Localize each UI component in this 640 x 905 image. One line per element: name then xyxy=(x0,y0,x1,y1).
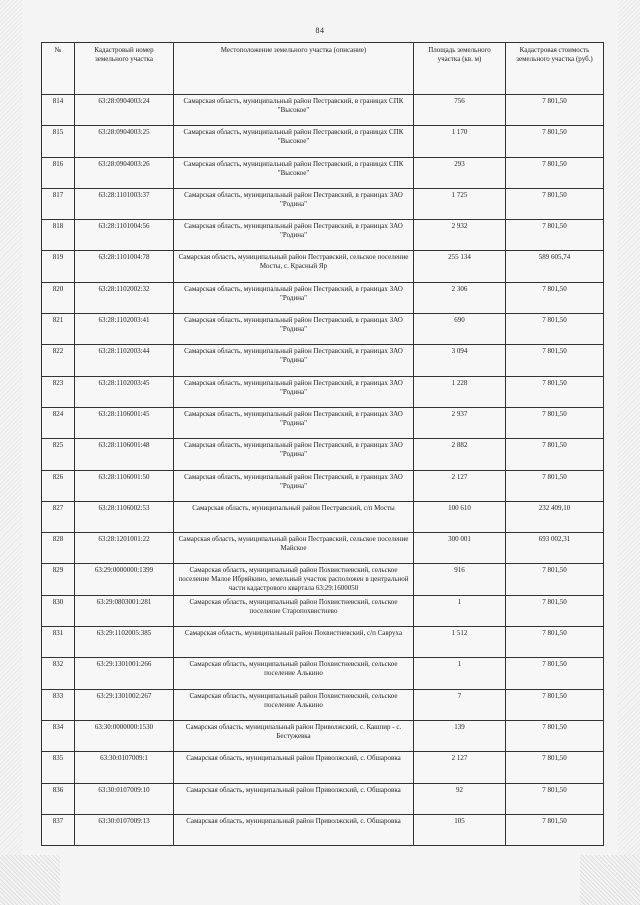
cell-area: 2 932 xyxy=(414,220,506,251)
cell-cadastral: 63:28:1102003:45 xyxy=(75,376,174,407)
cell-location: Самарская область, муниципальный район Приволжский, с. Обшаровка xyxy=(174,783,414,814)
cell-location: Самарская область, муниципальный район Пестравский, в границах ЗАО "Родина" xyxy=(174,220,414,251)
cell-cost: 589 605,74 xyxy=(506,251,604,282)
cell-cost: 7 801,50 xyxy=(506,720,604,751)
cell-cost: 7 801,50 xyxy=(506,689,604,720)
table-row xyxy=(42,533,604,564)
table-row xyxy=(42,220,604,251)
cell-cadastral: 63:29:1301001:266 xyxy=(75,658,174,689)
cell-area: 1 xyxy=(414,658,506,689)
cell-num: 828 xyxy=(42,533,75,564)
cell-num: 821 xyxy=(42,314,75,345)
cell-area: 293 xyxy=(414,157,506,188)
cell-cost: 7 801,50 xyxy=(506,407,604,438)
cell-area: 690 xyxy=(414,314,506,345)
cell-num: 815 xyxy=(42,126,75,157)
cell-num: 822 xyxy=(42,345,75,376)
cell-cost: 7 801,50 xyxy=(506,658,604,689)
cell-num: 829 xyxy=(42,564,75,595)
cadastral-table xyxy=(41,42,604,846)
cell-cadastral: 63:30:0107009:13 xyxy=(75,814,174,845)
cell-cost: 7 801,50 xyxy=(506,376,604,407)
cell-cost: 7 801,50 xyxy=(506,95,604,126)
cell-cost: 7 801,50 xyxy=(506,345,604,376)
cell-cost: 7 801,50 xyxy=(506,783,604,814)
header-cost: Кадастровая стоимость земельного участка (руб.) xyxy=(506,43,604,95)
cell-location: Самарская область, муниципальный район Похвистневский, сельское поселение Малое Ибряйкино, земельный участок расположен в центральной части кадастрового квартала 63:29:1600050 xyxy=(174,564,414,595)
cell-cadastral: 63:28:1106002:53 xyxy=(75,501,174,532)
table-row xyxy=(42,783,604,814)
table-row xyxy=(42,814,604,845)
cell-area: 300 001 xyxy=(414,533,506,564)
cell-area: 7 xyxy=(414,689,506,720)
table-row xyxy=(42,627,604,658)
table-row xyxy=(42,501,604,532)
table-row xyxy=(42,470,604,501)
cell-cadastral: 63:28:0904003:26 xyxy=(75,157,174,188)
cell-location: Самарская область, муниципальный район Пестравский, в границах ЗАО "Родина" xyxy=(174,376,414,407)
cell-location: Самарская область, муниципальный район Похвистневский, сельское поселение Алькино xyxy=(174,689,414,720)
cell-cadastral: 63:28:1101004:56 xyxy=(75,220,174,251)
cell-num: 827 xyxy=(42,501,75,532)
cell-cost: 7 801,50 xyxy=(506,595,604,626)
cell-location: Самарская область, муниципальный район Приволжский, с. Обшаровка xyxy=(174,814,414,845)
cell-cadastral: 63:29:1102005:385 xyxy=(75,627,174,658)
scan-corner-bottom-right xyxy=(580,855,640,905)
table-row xyxy=(42,720,604,751)
cell-location: Самарская область, муниципальный район Похвистневский, сельское поселение Старопохвистнево xyxy=(174,595,414,626)
cell-area: 1 512 xyxy=(414,627,506,658)
cell-cadastral: 63:29:0000000:1399 xyxy=(75,564,174,595)
cell-cadastral: 63:28:1106001:50 xyxy=(75,470,174,501)
table-row xyxy=(42,376,604,407)
cell-location: Самарская область, муниципальный район Пестравский, в границах ЗАО "Родина" xyxy=(174,439,414,470)
table-row xyxy=(42,251,604,282)
cell-cadastral: 63:28:1106001:45 xyxy=(75,407,174,438)
cell-location: Самарская область, муниципальный район Пестравский, сельское поселение Мосты, с. Красный Яр xyxy=(174,251,414,282)
cell-cost: 7 801,50 xyxy=(506,314,604,345)
cell-cadastral: 63:28:1106001:48 xyxy=(75,439,174,470)
cell-num: 834 xyxy=(42,720,75,751)
cell-location: Самарская область, муниципальный район Похвистневский, с/п Савруха xyxy=(174,627,414,658)
table-row xyxy=(42,595,604,626)
cell-area: 92 xyxy=(414,783,506,814)
cell-cadastral: 63:28:1201001:22 xyxy=(75,533,174,564)
cell-area: 2 127 xyxy=(414,752,506,783)
table-row xyxy=(42,314,604,345)
page-number: 84 xyxy=(315,26,325,35)
cell-num: 837 xyxy=(42,814,75,845)
cell-num: 817 xyxy=(42,188,75,219)
cell-num: 831 xyxy=(42,627,75,658)
cell-cost: 7 801,50 xyxy=(506,157,604,188)
cell-num: 820 xyxy=(42,282,75,313)
cell-location: Самарская область, муниципальный район Пестравский, в границах ЗАО "Родина" xyxy=(174,407,414,438)
cell-num: 816 xyxy=(42,157,75,188)
cell-area: 105 xyxy=(414,814,506,845)
cell-num: 833 xyxy=(42,689,75,720)
cell-cadastral: 63:28:0904003:24 xyxy=(75,95,174,126)
table-header-row xyxy=(42,43,604,95)
header-num: № xyxy=(42,43,75,95)
cell-cost: 7 801,50 xyxy=(506,126,604,157)
table-row xyxy=(42,407,604,438)
cell-location: Самарская область, муниципальный район Пестравский, с/п Мосты xyxy=(174,501,414,532)
scan-edge-right xyxy=(618,0,640,905)
cell-cadastral: 63:30:0107009:1 xyxy=(75,752,174,783)
cell-cadastral: 63:29:0803001:281 xyxy=(75,595,174,626)
table-row xyxy=(42,188,604,219)
cell-location: Самарская область, муниципальный район Приволжский, с. Кашпир - с. Бестужевка xyxy=(174,720,414,751)
cell-cost: 7 801,50 xyxy=(506,188,604,219)
cell-area: 756 xyxy=(414,95,506,126)
scan-edge-left xyxy=(0,0,22,905)
cell-cost: 7 801,50 xyxy=(506,439,604,470)
cell-num: 830 xyxy=(42,595,75,626)
cell-area: 139 xyxy=(414,720,506,751)
table-row xyxy=(42,752,604,783)
cell-area: 916 xyxy=(414,564,506,595)
table-row xyxy=(42,658,604,689)
cell-cost: 693 002,31 xyxy=(506,533,604,564)
cell-area: 1 xyxy=(414,595,506,626)
cell-area: 255 134 xyxy=(414,251,506,282)
cell-area: 1 170 xyxy=(414,126,506,157)
cell-num: 826 xyxy=(42,470,75,501)
cell-cadastral: 63:30:0000000:1530 xyxy=(75,720,174,751)
header-cadastral: Кадастровый номер земельного участка xyxy=(75,43,174,95)
cell-location: Самарская область, муниципальный район Пестравский, в границах СПК "Высокое" xyxy=(174,157,414,188)
cell-location: Самарская область, муниципальный район Пестравский, в границах ЗАО "Родина" xyxy=(174,345,414,376)
cell-area: 2 127 xyxy=(414,470,506,501)
cell-area: 1 228 xyxy=(414,376,506,407)
table-row xyxy=(42,126,604,157)
cell-cadastral: 63:28:1102002:32 xyxy=(75,282,174,313)
cell-cadastral: 63:30:0107009:10 xyxy=(75,783,174,814)
cell-area: 2 882 xyxy=(414,439,506,470)
cell-location: Самарская область, муниципальный район Пестравский, в границах ЗАО "Родина" xyxy=(174,314,414,345)
cell-cadastral: 63:28:1102003:41 xyxy=(75,314,174,345)
cell-cost: 7 801,50 xyxy=(506,564,604,595)
cell-cadastral: 63:29:1301002:267 xyxy=(75,689,174,720)
cell-area: 3 094 xyxy=(414,345,506,376)
cell-num: 836 xyxy=(42,783,75,814)
table-row xyxy=(42,345,604,376)
cell-location: Самарская область, муниципальный район Похвистневский, сельское поселение Алькино xyxy=(174,658,414,689)
cell-location: Самарская область, муниципальный район Приволжский, с. Обшаровка xyxy=(174,752,414,783)
header-location: Местоположение земельного участка (описание) xyxy=(174,43,414,95)
header-area: Площадь земельного участка (кв. м) xyxy=(414,43,506,95)
cell-area: 100 610 xyxy=(414,501,506,532)
cell-cadastral: 63:28:1101003:37 xyxy=(75,188,174,219)
table-row xyxy=(42,689,604,720)
cell-num: 824 xyxy=(42,407,75,438)
cell-cadastral: 63:28:0904003:25 xyxy=(75,126,174,157)
cell-cost: 232 409,10 xyxy=(506,501,604,532)
cell-num: 832 xyxy=(42,658,75,689)
cell-cost: 7 801,50 xyxy=(506,282,604,313)
cell-location: Самарская область, муниципальный район Пестравский, в границах СПК "Высокое" xyxy=(174,126,414,157)
cell-location: Самарская область, муниципальный район Пестравский, сельское поселение Майское xyxy=(174,533,414,564)
cell-cost: 7 801,50 xyxy=(506,220,604,251)
table-body xyxy=(42,95,604,846)
table-row xyxy=(42,564,604,595)
table-row xyxy=(42,157,604,188)
scan-corner-bottom-left xyxy=(0,855,60,905)
table-row xyxy=(42,95,604,126)
table-row xyxy=(42,439,604,470)
cell-area: 1 725 xyxy=(414,188,506,219)
cell-location: Самарская область, муниципальный район Пестравский, в границах СПК "Высокое" xyxy=(174,95,414,126)
cell-num: 818 xyxy=(42,220,75,251)
cell-location: Самарская область, муниципальный район Пестравский, в границах ЗАО "Родина" xyxy=(174,282,414,313)
cell-cadastral: 63:28:1101004:78 xyxy=(75,251,174,282)
cell-area: 2 306 xyxy=(414,282,506,313)
cell-location: Самарская область, муниципальный район Пестравский, в границах ЗАО "Родина" xyxy=(174,470,414,501)
cell-area: 2 937 xyxy=(414,407,506,438)
cell-cost: 7 801,50 xyxy=(506,470,604,501)
cell-num: 814 xyxy=(42,95,75,126)
cell-num: 819 xyxy=(42,251,75,282)
cell-cost: 7 801,50 xyxy=(506,814,604,845)
cell-num: 835 xyxy=(42,752,75,783)
cell-num: 823 xyxy=(42,376,75,407)
cell-cadastral: 63:28:1102003:44 xyxy=(75,345,174,376)
cell-num: 825 xyxy=(42,439,75,470)
cell-location: Самарская область, муниципальный район Пестравский, в границах ЗАО "Родина" xyxy=(174,188,414,219)
table-row xyxy=(42,282,604,313)
cell-cost: 7 801,50 xyxy=(506,752,604,783)
cell-cost: 7 801,50 xyxy=(506,627,604,658)
